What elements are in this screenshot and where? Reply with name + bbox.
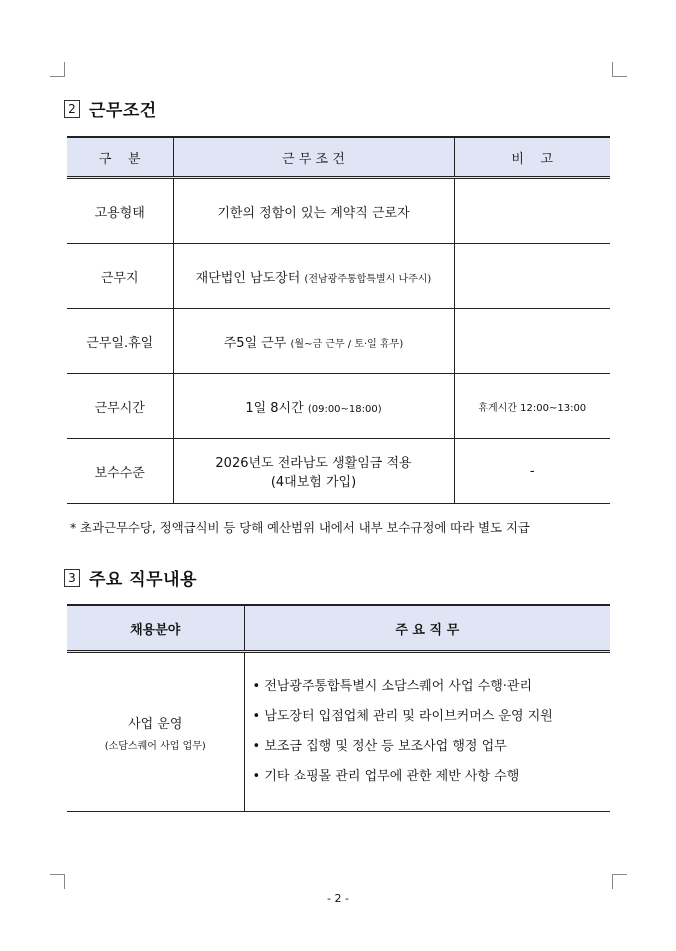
table-row [67,652,610,812]
field-cell [67,652,244,812]
header-conditions: 근 무 조 건 [173,137,454,178]
row-value: 2026년도 전라남도 생활임금 적용 (4대보험 가입) [173,439,454,504]
row-note [454,244,610,309]
section-3-number: 3 [64,569,80,587]
header-duties: 주 요 직 무 [244,605,610,652]
header-field: 채용분야 [67,605,244,652]
page-number: - 2 - [327,892,349,905]
section-2-title: 근무조건 [89,101,157,121]
duties-cell [244,652,610,812]
row-note: - [454,439,610,504]
list-item: • 남도장터 입점업체 관리 및 라이브커머스 운영 지원 [253,702,611,732]
table-header-row [67,137,610,178]
list-item: • 보조금 집행 및 정산 등 보조사업 행정 업무 [253,732,611,762]
row-label: 근무지 [67,244,173,309]
row-label: 근무일.휴일 [67,309,173,374]
corner-mark-top-right [612,62,627,77]
duties-table [67,604,610,812]
header-remarks: 비 고 [454,137,610,178]
list-item: • 기타 쇼핑몰 관리 업무에 관한 제반 사항 수행 [253,762,611,792]
field-sub: (소담스퀘어 사업 업무) [104,740,206,752]
row-note: 휴게시간 12:00~13:00 [454,374,610,439]
footnote: * 초과근무수당, 정액급식비 등 당해 예산범위 내에서 내부 보수규정에 따라 별도 지급 [70,520,530,535]
field-name: 사업 운영 [128,716,183,732]
work-conditions-table [67,136,610,504]
section-3-heading [64,565,197,590]
table-header-row [67,605,610,652]
row-label: 보수수준 [67,439,173,504]
table-row [67,309,610,374]
header-category: 구 분 [67,137,173,178]
row-note [454,178,610,244]
row-label: 근무시간 [67,374,173,439]
row-value: 재단법인 남도장터 (전남광주통합특별시 나주시) [173,244,454,309]
section-2-number: 2 [64,100,80,118]
duties-list [245,672,611,792]
corner-mark-bottom-left [50,874,65,889]
section-3-title: 주요 직무내용 [89,570,197,590]
row-note [454,309,610,374]
row-value: 주5일 근무 (월~금 근무 / 토·일 휴무) [173,309,454,374]
corner-mark-bottom-right [612,874,627,889]
corner-mark-top-left [50,62,65,77]
row-value: 기한의 정함이 있는 계약직 근로자 [173,178,454,244]
list-item: • 전남광주통합특별시 소담스퀘어 사업 수행·관리 [253,672,611,702]
row-value: 1일 8시간 (09:00~18:00) [173,374,454,439]
table-row [67,374,610,439]
table-row [67,439,610,504]
section-2-heading [64,96,157,121]
table-row [67,178,610,244]
table-row [67,244,610,309]
row-label: 고용형태 [67,178,173,244]
